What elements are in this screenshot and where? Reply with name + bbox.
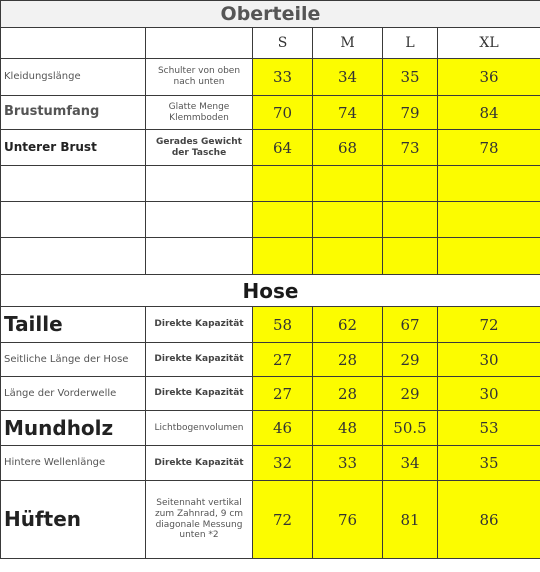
row-label: Hintere Wellenlänge <box>1 446 146 481</box>
measure-method: Lichtbogenvolumen <box>146 411 253 446</box>
row-label: Länge der Vorderwelle <box>1 377 146 411</box>
measure-method: Direkte Kapazität <box>146 446 253 481</box>
row-label: Unterer Brust <box>1 130 146 166</box>
value-cell: 50.5 <box>383 411 438 446</box>
row-label: Hüften <box>1 481 146 559</box>
empty-highlight-cell <box>253 166 313 202</box>
size-header-xl: XL <box>438 28 540 59</box>
value-cell: 27 <box>253 377 313 411</box>
value-cell: 81 <box>383 481 438 559</box>
value-cell: 36 <box>438 59 540 96</box>
empty-highlight-cell <box>383 166 438 202</box>
value-cell: 84 <box>438 96 540 130</box>
row-label: Taille <box>1 307 146 343</box>
hose-title: Hose <box>1 275 540 307</box>
table-row <box>1 343 540 377</box>
value-cell: 74 <box>313 96 383 130</box>
empty-cell <box>146 238 253 275</box>
measure-method: Direkte Kapazität <box>146 307 253 343</box>
measure-method: Direkte Kapazität <box>146 377 253 411</box>
empty-highlight-cell <box>383 238 438 275</box>
value-cell: 34 <box>383 446 438 481</box>
empty-highlight-cell <box>383 202 438 238</box>
value-cell: 34 <box>313 59 383 96</box>
oberteile-title-row <box>1 1 540 28</box>
size-header-s: S <box>253 28 313 59</box>
empty-cell <box>1 166 146 202</box>
value-cell: 53 <box>438 411 540 446</box>
value-cell: 64 <box>253 130 313 166</box>
value-cell: 72 <box>438 307 540 343</box>
empty-row <box>1 202 540 238</box>
hose-title-row <box>1 275 540 307</box>
empty-cell <box>1 28 146 59</box>
size-header-row <box>1 28 540 59</box>
value-cell: 30 <box>438 377 540 411</box>
empty-cell <box>146 166 253 202</box>
value-cell: 72 <box>253 481 313 559</box>
empty-highlight-cell <box>438 166 540 202</box>
row-label: Seitliche Länge der Hose <box>1 343 146 377</box>
size-header-m: M <box>313 28 383 59</box>
table-row <box>1 411 540 446</box>
measure-method: Direkte Kapazität <box>146 343 253 377</box>
table-row <box>1 481 540 559</box>
row-label: Mundholz <box>1 411 146 446</box>
table-row <box>1 377 540 411</box>
measure-method: Seitennaht vertikal zum Zahnrad, 9 cm diagonale Messung unten *2 <box>146 481 253 559</box>
value-cell: 58 <box>253 307 313 343</box>
value-cell: 67 <box>383 307 438 343</box>
table-row <box>1 96 540 130</box>
table-row <box>1 130 540 166</box>
value-cell: 30 <box>438 343 540 377</box>
value-cell: 86 <box>438 481 540 559</box>
value-cell: 35 <box>438 446 540 481</box>
empty-cell <box>146 202 253 238</box>
value-cell: 32 <box>253 446 313 481</box>
value-cell: 29 <box>383 377 438 411</box>
empty-highlight-cell <box>253 238 313 275</box>
table-row <box>1 307 540 343</box>
value-cell: 76 <box>313 481 383 559</box>
row-label: Kleidungslänge <box>1 59 146 96</box>
empty-highlight-cell <box>438 238 540 275</box>
oberteile-title: Oberteile <box>1 1 540 28</box>
value-cell: 62 <box>313 307 383 343</box>
size-header-l: L <box>383 28 438 59</box>
empty-highlight-cell <box>438 202 540 238</box>
value-cell: 29 <box>383 343 438 377</box>
empty-cell <box>1 238 146 275</box>
value-cell: 28 <box>313 377 383 411</box>
value-cell: 35 <box>383 59 438 96</box>
value-cell: 79 <box>383 96 438 130</box>
value-cell: 27 <box>253 343 313 377</box>
value-cell: 46 <box>253 411 313 446</box>
empty-cell <box>1 202 146 238</box>
measure-method: Gerades Gewicht der Tasche <box>146 130 253 166</box>
empty-highlight-cell <box>313 166 383 202</box>
table-row <box>1 59 540 96</box>
value-cell: 28 <box>313 343 383 377</box>
empty-highlight-cell <box>313 202 383 238</box>
measure-method: Glatte Menge Klemmboden <box>146 96 253 130</box>
value-cell: 33 <box>253 59 313 96</box>
empty-row <box>1 238 540 275</box>
row-label: Brustumfang <box>1 96 146 130</box>
empty-row <box>1 166 540 202</box>
value-cell: 73 <box>383 130 438 166</box>
value-cell: 33 <box>313 446 383 481</box>
value-cell: 68 <box>313 130 383 166</box>
value-cell: 78 <box>438 130 540 166</box>
table-row <box>1 446 540 481</box>
value-cell: 48 <box>313 411 383 446</box>
value-cell: 70 <box>253 96 313 130</box>
empty-highlight-cell <box>253 202 313 238</box>
measure-method: Schulter von oben nach unten <box>146 59 253 96</box>
empty-highlight-cell <box>313 238 383 275</box>
empty-cell <box>146 28 253 59</box>
